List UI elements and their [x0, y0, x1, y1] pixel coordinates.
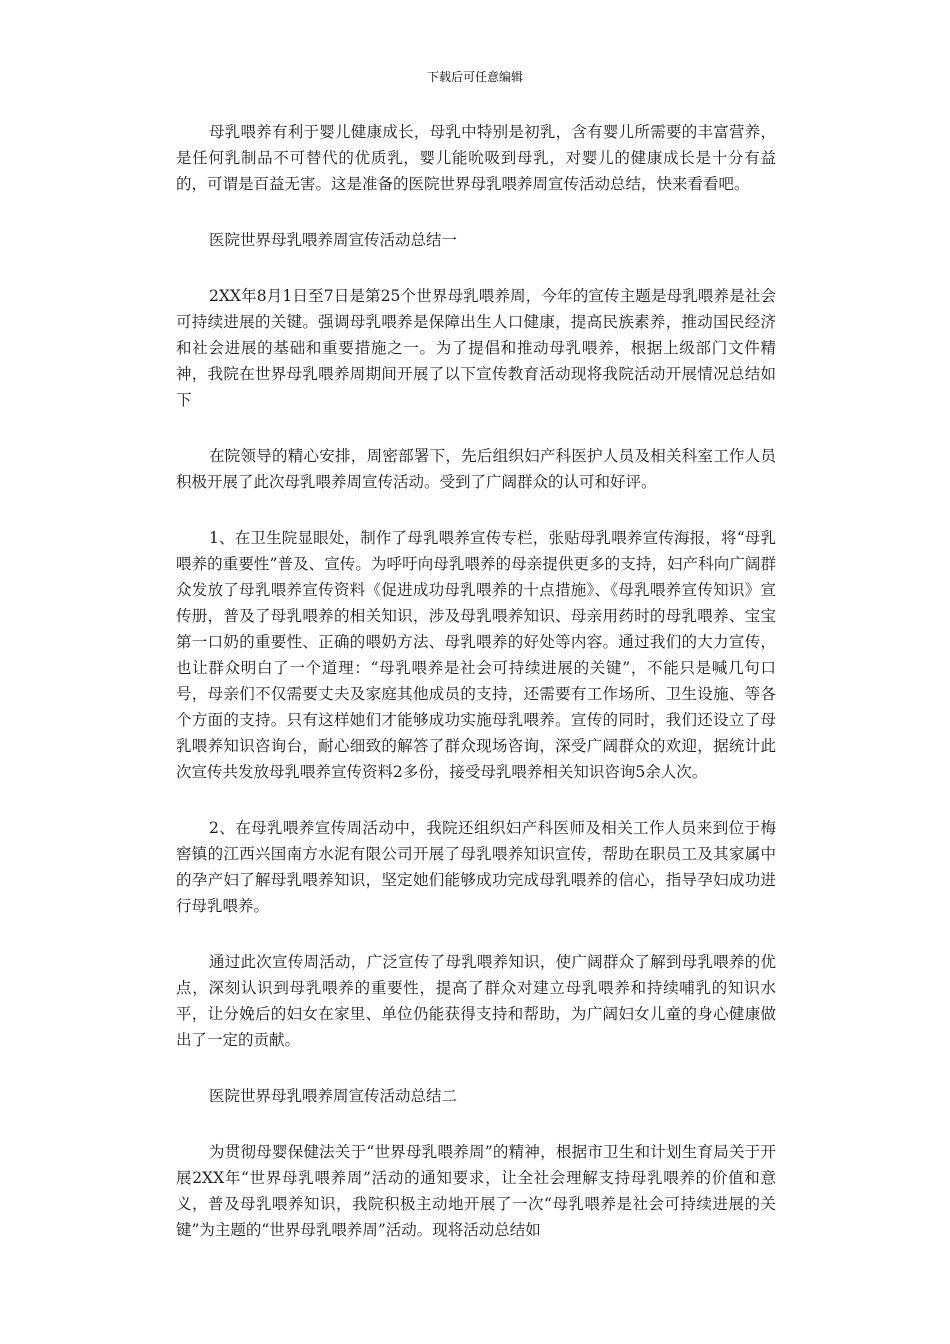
section-heading-1: 医院世界母乳喂养周宣传活动总结一: [209, 231, 458, 249]
section-heading-2: 医院世界母乳喂养周宣传活动总结二: [209, 1087, 458, 1105]
document-body: [176, 119, 776, 1273]
intro-paragraph: 母乳喂养有利于婴儿健康成长，母乳中特别是初乳，含有婴儿所需要的丰富营养，是任何乳制品不可替代的优质乳，婴儿能吮吸到母乳，对婴儿的健康成长是十分有益的，可谓是百益无害。这是准备的医院世界母乳喂养周宣传活动总结，快来看看吧。: [176, 123, 776, 193]
paragraph-2: 在院领导的精心安排，周密部署下，先后组织妇产科医护人员及相关科室工作人员积极开展了此次母乳喂养周宣传活动。受到了广阔群众的认可和好评。: [176, 447, 776, 491]
paragraph-5: 通过此次宣传周活动，广泛宣传了母乳喂养知识，使广阔群众了解到母乳喂养的优点，深刻认识到母乳喂养的重要性，提高了群众对建立母乳喂养和持续哺乳的知识水平，让分娩后的妇女在家里、单位仍能获得支持和帮助，为广阔妇女儿童的身心健康做出了一定的贡献。: [176, 953, 776, 1049]
paragraph-1: 2XX年8月1日至7日是第25个世界母乳喂养周，今年的宣传主题是母乳喂养是社会可持续进展的关键。强调母乳喂养是保障出生人口健康，提高民族素养，推动国民经济和社会进展的基础和重要措施之一。为了提倡和推动母乳喂养，根据上级部门文件精神，我院在世界母乳喂养周期间开展了以下宣传教育活动现将我院活动开展情况总结如下: [176, 287, 776, 409]
paragraph-6: 为贯彻母婴保健法关于“世界母乳喂养周”的精神，根据市卫生和计划生育局关于开展2XX年“世界母乳喂养周”活动的通知要求，让全社会理解支持母乳喂养的价值和意义，普及母乳喂养知识，我院积极主动地开展了一次“母乳喂养是社会可持续进展的关键”为主题的“世界母乳喂养周”活动。现将活动总结如: [176, 1143, 776, 1239]
paragraph-3: 1、在卫生院显眼处，制作了母乳喂养宣传专栏，张贴母乳喂养宣传海报，将“母乳喂养的重要性”普及、宣传。为呼吁向母乳喂养的母亲提供更多的支持，妇产科向广阔群众发放了母乳喂养宣传资料《促进成功母乳喂养的十点措施》、《母乳喂养宣传知识》宣传册，普及了母乳喂养的相关知识，涉及母乳喂养知识、母亲用药时的母乳喂养、宝宝第一口奶的重要性、正确的喂奶方法、母乳喂养的好处等内容。通过我们的大力宣传，也让群众明白了一个道理：“母乳喂养是社会可持续进展的关键”，不能只是喊几句口号，母亲们不仅需要丈夫及家庭其他成员的支持，还需要有工作场所、卫生设施、等各个方面的支持。只有这样她们才能够成功实施母乳喂养。宣传的同时，我们还设立了母乳喂养知识咨询台，耐心细致的解答了群众现场咨询，深受广阔群众的欢迎，据统计此次宣传共发放母乳喂养宣传资料2多份，接受母乳喂养相关知识咨询5余人次。: [176, 529, 776, 781]
paragraph-4: 2、在母乳喂养宣传周活动中，我院还组织妇产科医师及相关工作人员来到位于梅窖镇的江西兴国南方水泥有限公司开展了母乳喂养知识宣传，帮助在职员工及其家属中的孕产妇了解母乳喂养知识，坚定她们能够成功完成母乳喂养的信心，指导孕妇成功进行母乳喂养。: [176, 819, 776, 915]
page-header: 下载后可任意编辑: [426, 70, 523, 84]
